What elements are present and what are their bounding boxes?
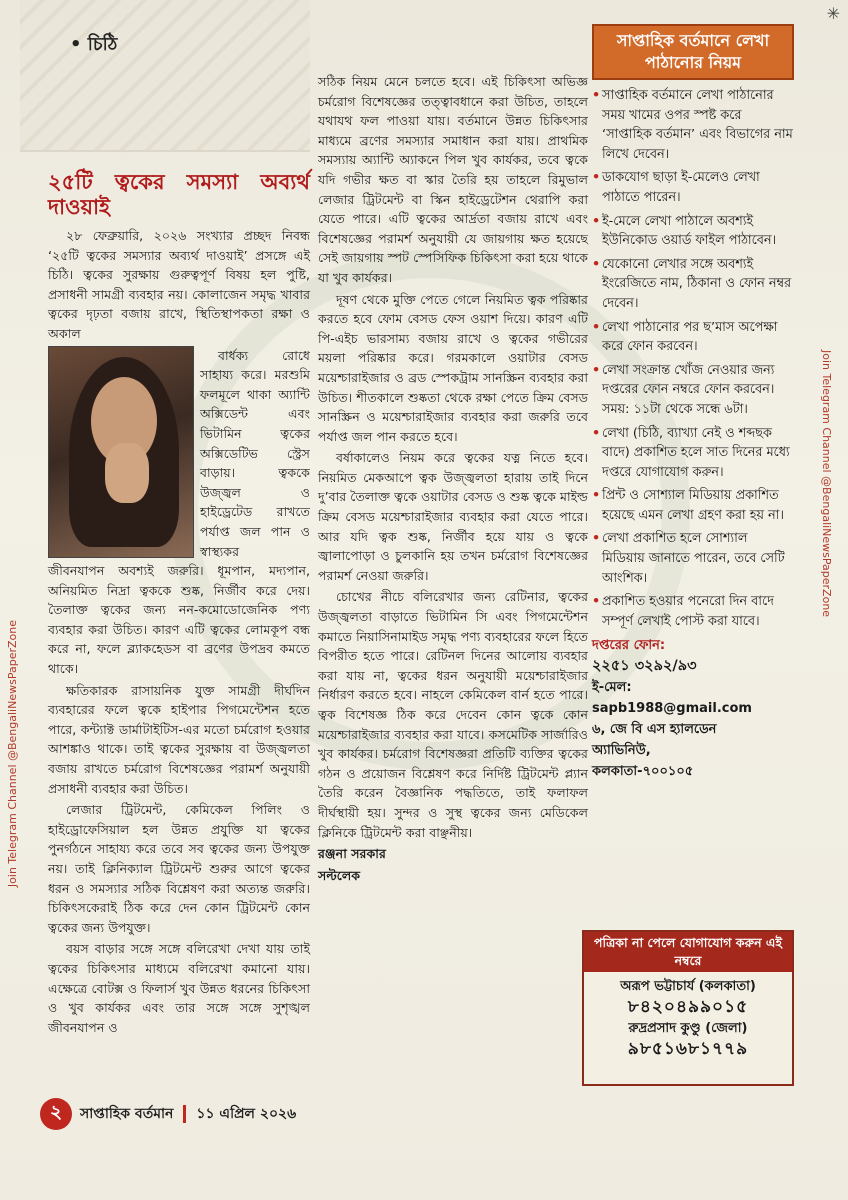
rule-item: • লেখা সংক্রান্ত খোঁজ নেওয়ার জন্য দপ্তরের ফোন নম্বরে ফোন করবেন। সময়: ১১টা থেকে সন্ধে ৬টা। [592, 361, 794, 420]
letter-author: রঞ্জনা সরকার [318, 846, 386, 862]
publication-name: সাপ্তাহিক বর্তমান [80, 1106, 174, 1122]
rule-item: • যেকোনো লেখার সঙ্গে অবশ্যই ইংরেজিতে নাম, ঠিকানা ও ফোন নম্বর দেবেন। [592, 255, 794, 314]
rule-item: • লেখা পাঠানোর পর ছ’মাস অপেক্ষা করে ফোন করবেন। [592, 318, 794, 357]
letter-column-1 [48, 170, 310, 1039]
beside-photo-text: বার্ধক্য রোধে সাহায্য করে। মরশুমি ফলমূলে থাকা অ্যান্টি অক্সিডেন্ট এবং ভিটামিন ত্বকের অক্সিডেটিভ স্ট্রেস বাড়ায়। ত্বককে উজ্জ্বল ও হাইড্রেটেড রাখতে পর্যাপ্ত জল পান ও স্বাস্থ্যকর [200, 347, 310, 559]
side-watermark-left: Join Telegram Channel @BengaliNewsPaperZone [6, 620, 19, 888]
letter-intro: ২৮ ফেব্রুয়ারি, ২০২৬ সংখ্যার প্রচ্ছদ নিবন্ধ ‘২৫টি ত্বকের সমস্যার অব্যর্থ দাওয়াই’ প্রসঙ্গে এই চিঠি। ত্বকের সুরক্ষায় গুরুত্বপূর্ণ বিষয় হল পুষ্টি, প্রসাধনী সামগ্রী ব্যবহার নয়। কোলাজেন সমৃদ্ধ খাবার ত্বকের দৃঢ়তা বজায় রাখে, স্থিতিস্থাপকতা রক্ষা ও অকাল [48, 228, 310, 341]
paragraph: লেজার ট্রিটমেন্ট, কেমিকেল পিলিং ও হাইড্রোফেসিয়াল হল উন্নত প্রযুক্তি যা ত্বকের পুনর্গঠনে সাহায্য করে তবে সব ত্বকের জন্য উপযুক্ত নয়। তাই ক্লিনিক্যাল ট্রিটমেন্ট শুরুর আগে ত্বকের ধরন ও সমস্যার সঠিক বিশ্লেষণ করা অত্যন্ত জরুরি। চিকিৎসকেরাই ঠিক করে দেন কোন ট্রিটমেন্ট কোন ত্বকের জন্য উপযুক্ত। [48, 802, 310, 935]
office-phone: ২২৫১ ৩২৯২/৯৩ [592, 658, 697, 675]
distribution-contact-box [582, 930, 794, 1086]
issue-date: ১১ এপ্রিল ২০২৬ [196, 1106, 297, 1122]
address-line: অ্যাভিনিউ, [592, 743, 651, 759]
email-label: ই-মেল: [592, 680, 632, 696]
paragraph: বয়স বাড়ার সঙ্গে সঙ্গে বলিরেখা দেখা যায় তাই ত্বকের চিকিৎসার মাধ্যমে বলিরেখা কমানো যায়। এক্ষেত্রে বোটক্স ও ফিলার্স খুব উন্নত ধরনের চিকিৎসা ও খুব কার্যকর এবং তার সঙ্গে সঙ্গে সুশৃঙ্খল জীবনযাপন ও [48, 941, 310, 1035]
paragraph: বর্ষাকালেও নিয়ম করে ত্বকের যত্ন নিতে হবে। নিয়মিত মেকআপে ত্বক উজ্জ্বলতা হারায় তাই দিনে দু’বার তৈলাক্ত ত্বকে ওয়াটার বেসড ও শুষ্ক ত্বকে মাইল্ড ক্রিম বেসড ময়েশ্চারাইজার ব্যবহার করা যেতে পারে। আর যদি ত্বক শুষ্ক, নির্জীব হয়ে যায় ও ত্বকে জ্বালাপোড়া ও চুলকানি হয় তখন চর্মরোগ বিশেষজ্ঞের পরামর্শ নেওয়া জরুরি। [318, 450, 588, 583]
contact-phone[interactable]: ৯৮৫১৬৮১৭৭৯ [627, 1039, 749, 1059]
paragraph: সঠিক নিয়ম মেনে চলতে হবে। এই চিকিৎসা অভিজ্ঞ চর্মরোগ বিশেষজ্ঞের তত্ত্বাবধানে করা উচিত, তাহলে যথাযথ ফল পাওয়া যায়। বর্তমানে উন্নত চিকিৎসার মাধ্যমে ব্রণের সমস্যার সমাধান করা যায়। প্রাথমিক সমস্যায় অ্যান্টি অ্যাকনে পিল খুব কার্যকর, তবে ত্বকে যদি গভীর ক্ষত বা স্কার তৈরি হয় তাহলে রিমুভাল লেজার ট্রিটমেন্ট বা স্কিন হাইড্রেটেশন থেরাপি করা যেতে পারে। এটি ত্বকের আর্দ্রতা বজায় রাখে এবং বিশেষজ্ঞের পরামর্শ অনুযায়ী যে জায়গায় ক্ষত হয়েছে সেই জায়গায় স্পট স্পেসিফিক চিকিৎসা করা হয়ে থাকে যা খুব কার্যকর। [318, 74, 588, 285]
rules-list [592, 86, 794, 631]
page-footer [40, 1098, 296, 1130]
page-number: ২ [40, 1098, 72, 1130]
paragraph: ক্ষতিকারক রাসায়নিক যুক্ত সামগ্রী দীর্ঘদিন ব্যবহারের ফলে ত্বকে হাইপার পিগমেন্টেশন হতে পারে, কন্ট্যাক্ট ডার্মাটাইটিস-এর মতো চর্মরোগ হওয়ার আশঙ্কাও থাকে। তাই ত্বকের সুরক্ষায় বা উজ্জ্বলতা বজায় রাখতে চর্মরোগ বিশেষজ্ঞের পরামর্শ অনুযায়ী প্রসাধনী ব্যবহার করা উচিত। [48, 682, 310, 796]
rule-item: • প্রিন্ট ও সোশ্যাল মিডিয়ায় প্রকাশিত হয়েছে এমন লেখা গ্রহণ করা হয় না। [592, 486, 794, 525]
paragraph: চোখের নীচে বলিরেখার জন্য রেটিনার, ত্বকের উজ্জ্বলতা বাড়াতে ভিটামিন সি এবং পিগমেন্টেশন কমাতে নিয়াসিনামাইড সমৃদ্ধ পণ্য ব্যবহারের ফলে হিতে বিপরীত হতে পারে। রেটিনল দিনের আলোয় ব্যবহার করা যায় না, ত্বকের ধরন অনুযায়ী ময়েশ্চারাইজার নির্ধারণ করতে হবে। নাহলে কেমিকেল বার্ন হতে পারে। ত্বক বিশেষজ্ঞ ঠিক করে দেবেন কোন ত্বকে কোন ময়েশ্চারাইজার ব্যবহার করা যাবে। কসমেটিক সার্জারিও খুব কার্যকর। চর্মরোগ বিশেষজ্ঞরা প্রতিটি ব্যক্তির ত্বকের গঠন ও প্রয়োজন বিশ্লেষণ করে নির্দিষ্ট ট্রিটমেন্ট প্ল্যান তৈরি করেন বৈজ্ঞানিক পদ্ধতিতে, তাই ফলাফল দীর্ঘস্থায়ী হয়। সুন্দর ও সুস্থ ত্বকের জন্য মেডিকেল ক্লিনিকে ট্রিটমেন্ট করা বাঞ্ছনীয়। [318, 589, 588, 840]
rule-item: • লেখা (চিঠি, ব্যাখ্যা নেই ও শব্দছক বাদে) প্রকাশিত হলে সাত দিনের মধ্যে দপ্তরে যোগাযোগ করুন। [592, 424, 794, 483]
office-phone-label: দপ্তরের ফোন: [592, 638, 666, 654]
sidebar-heading: সাপ্তাহিক বর্তমানে লেখা পাঠানোর নিয়ম [592, 24, 794, 80]
rule-item: • ডাকযোগ ছাড়া ই-মেলেও লেখা পাঠাতে পারেন। [592, 168, 794, 207]
photo-row [48, 346, 310, 562]
paragraph: জীবনযাপন অবশ্যই জরুরি। ধূমপান, মদ্যপান, অনিয়মিত নিদ্রা ত্বককে শুষ্ক, নির্জীব করে দেয়। তৈলাক্ত ত্বকের জন্য নন-কমোডোজেনিক পণ্য ব্যবহার করা উচিত। কারণ এটি ত্বকের লোমকূপ বন্ধ করে না, ফলে ব্ল্যাকহেডস বা ব্রণের উপদ্রব কমতে থাকে। [48, 563, 310, 677]
rule-item: • লেখা প্রকাশিত হলে সোশ্যাল মিডিয়ায় জানাতে পারেন, তবে সেটি আংশিক। [592, 529, 794, 588]
email-link[interactable]: sapb1988@gmail.com [592, 701, 752, 717]
contact-box-heading: পত্রিকা না পেলে যোগাযোগ করুন এই নম্বরে [584, 932, 792, 972]
side-watermark-right: Join Telegram Channel @BengaliNewsPaperZone [820, 350, 833, 618]
contact-person: অরূপ ভট্টাচার্য (কলকাতা) [620, 979, 756, 994]
office-contact [592, 635, 794, 782]
submission-rules-sidebar [592, 24, 794, 782]
letter-title: ২৫টি ত্বকের সমস্যা অব্যর্থ দাওয়াই [48, 170, 310, 219]
address-line: ৬, জে বি এস হ্যালডেন [592, 722, 717, 738]
letter-column-2 [318, 72, 588, 887]
envelope-graphic [20, 0, 310, 152]
footer-divider [183, 1105, 186, 1123]
letter-location: সল্টলেক [318, 867, 361, 883]
rule-item: • প্রকাশিত হওয়ার পনেরো দিন বাদে সম্পূর্ণ লেখাই পোস্ট করা যাবে। [592, 592, 794, 631]
section-tag: • চিঠি [70, 34, 118, 55]
contact-phone[interactable]: ৮৪২০৪৯৯০১৫ [627, 997, 749, 1017]
rule-item: • ই-মেলে লেখা পাঠালে অবশ্যই ইউনিকোড ওয়ার্ড ফাইল পাঠাবেন। [592, 212, 794, 251]
address-line: কলকাতা-৭০০১০৫ [592, 764, 694, 780]
rule-item: • সাপ্তাহিক বর্তমানে লেখা পাঠানোর সময় খামের ওপর স্পষ্ট করে ‘সাপ্তাহিক বর্তমান’ এবং বিভাগের নাম লিখে দেবেন। [592, 86, 794, 164]
woman-portrait-photo [48, 346, 194, 558]
corner-mark: ✳ [826, 4, 840, 23]
contact-person: রুদ্রপ্রসাদ কুণ্ডু (জেলা) [628, 1021, 748, 1036]
paragraph: দূষণ থেকে মুক্তি পেতে গেলে নিয়মিত ত্বক পরিষ্কার করতে হবে ফোম বেসড ফেস ওয়াশ দিয়ে। কারণ এটি পি-এইচ ভারসাম্য বজায় রাখে ও ত্বকের গভীরের ময়লা পরিষ্কার করে। গরমকালে ওয়াটার বেসড ময়েশ্চারাইজার ও ব্রড স্পেকট্রাম সানস্ক্রিন ব্যবহার করা উচিত। শীতকালে শুষ্কতা থেকে রক্ষা পেতে ক্রিম বেসড সানস্ক্রিন ও ময়েশ্চারাইজার ব্যবহার করা জরুরি তবে পর্যাপ্ত জল পান করতে হবে। [318, 291, 588, 444]
